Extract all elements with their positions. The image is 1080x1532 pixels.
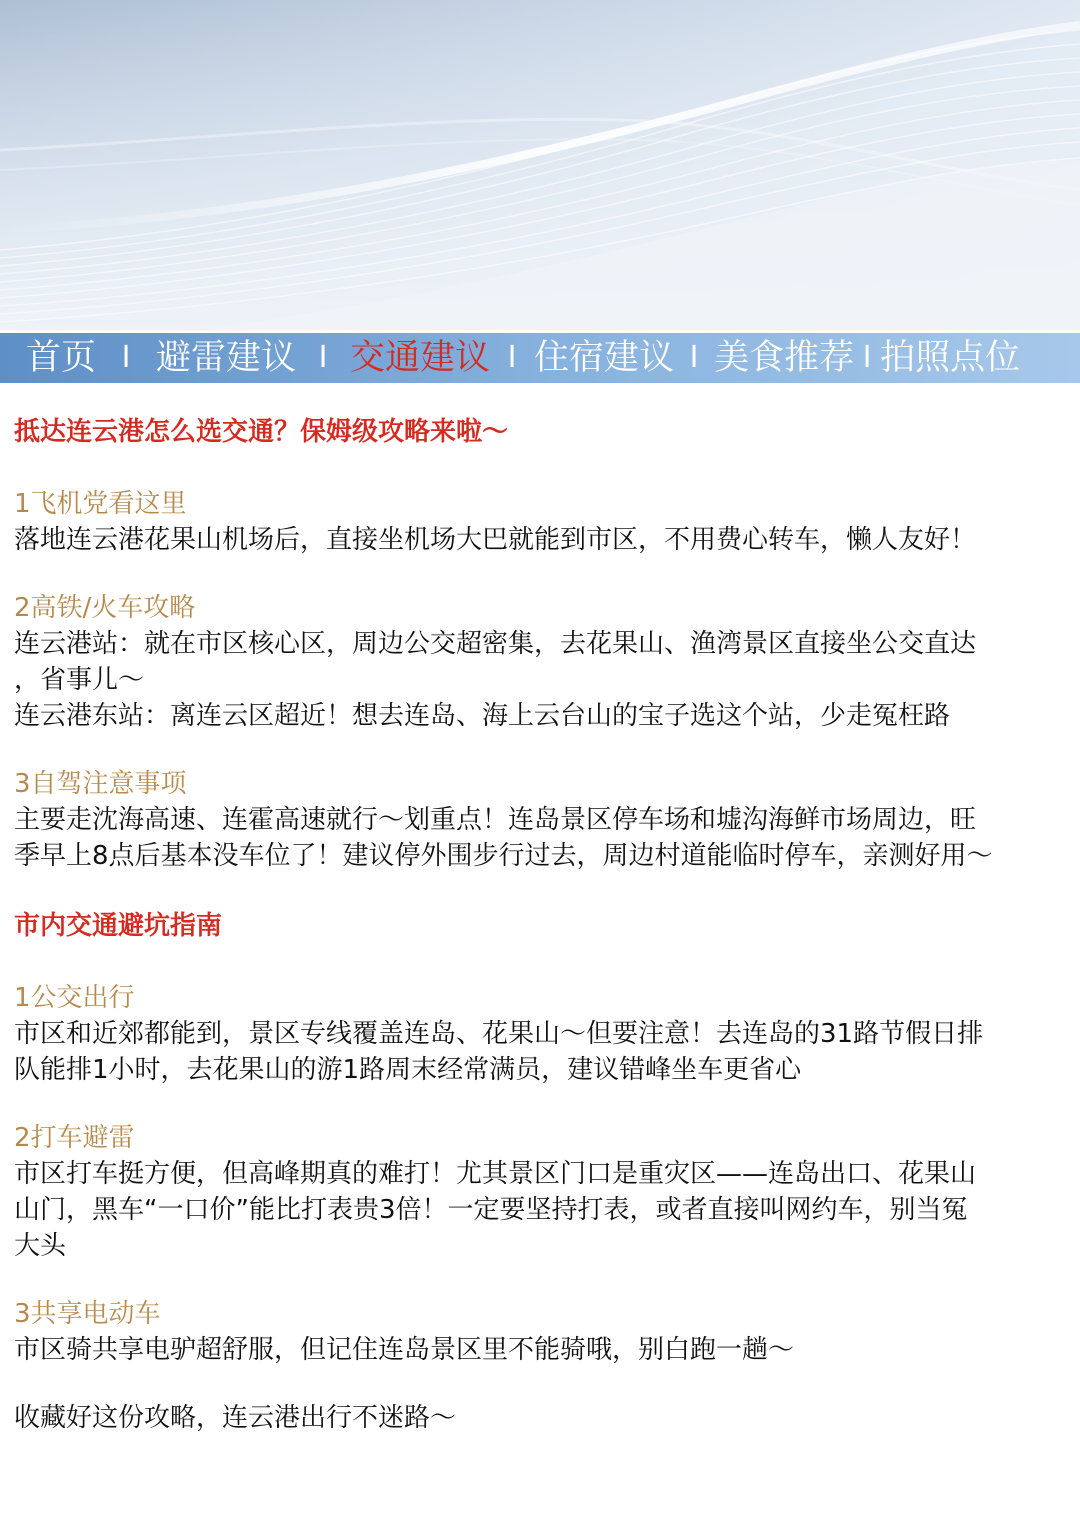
nav-lodging-tips[interactable]: 住宿建议: [534, 338, 675, 378]
nav-home[interactable]: 首页: [26, 338, 97, 378]
section-heading-bus: 1公交出行: [14, 983, 135, 1013]
paragraph-driving-line: 季早上8点后基本没车位了！建议停外围步行过去，周边村道能临时停车，亲测好用～: [14, 841, 993, 871]
paragraph-driving-line: 主要走沈海高速、连霍高速就行～划重点！连岛景区停车场和墟沟海鲜市场周边，旺: [14, 805, 977, 835]
section-heading-ebike: 3共享电动车: [14, 1299, 161, 1329]
paragraph-bus-line: 市区和近郊都能到，景区专线覆盖连岛、花果山～但要注意！去连岛的31路节假日排: [14, 1019, 984, 1049]
paragraph-train-line: 连云港站：就在市区核心区，周边公交超密集，去花果山、渔湾景区直接坐公交直达: [14, 629, 977, 659]
article-body: [14, 412, 1070, 1436]
top-navigation-bar: [0, 333, 1080, 383]
section-heading-flight: 1飞机党看这里: [14, 489, 187, 519]
article-title: 抵达连云港怎么选交通？保姆级攻略来啦～: [14, 417, 509, 447]
paragraph-bus-line: 队能排1小时，去花果山的游1路周末经常满员，建议错峰坐车更省心: [14, 1055, 802, 1085]
header-banner-image: [0, 0, 1080, 330]
paragraph-ebike: 市区骑共享电驴超舒服，但记住连岛景区里不能骑哦，别白跑一趟～: [14, 1335, 795, 1365]
section-heading-taxi: 2打车避雷: [14, 1123, 135, 1153]
section-heading-driving: 3自驾注意事项: [14, 769, 187, 799]
paragraph-flight: 落地连云港花果山机场后，直接坐机场大巴就能到市区，不用费心转车，懒人友好！: [14, 525, 977, 555]
abstract-wave-graphic: [0, 0, 1080, 330]
paragraph-train-line: 连云港东站：离连云区超近！想去连岛、海上云台山的宝子选这个站，少走冤枉路: [14, 701, 951, 731]
nav-transport-tips[interactable]: 交通建议: [350, 338, 491, 378]
nav-separator: I: [689, 340, 699, 375]
section-heading-train: 2高铁/火车攻略: [14, 593, 196, 623]
closing-line: 收藏好这份攻略，连云港出行不迷路～: [14, 1403, 457, 1433]
nav-separator: I: [862, 340, 872, 375]
nav-separator: I: [121, 340, 131, 375]
paragraph-train-line: ，省事儿～: [14, 665, 145, 695]
paragraph-taxi-line: 大头: [14, 1231, 67, 1261]
nav-pitfall-tips[interactable]: 避雷建议: [156, 338, 297, 378]
nav-separator: I: [507, 340, 517, 375]
city-transport-title: 市内交通避坑指南: [14, 911, 223, 941]
nav-photo-spots[interactable]: 拍照点位: [880, 338, 1021, 378]
paragraph-taxi-line: 山门，黑车“一口价”能比打表贵3倍！一定要坚持打表，或者直接叫网约车，别当冤: [14, 1195, 968, 1225]
nav-separator: I: [318, 340, 328, 375]
paragraph-taxi-line: 市区打车挺方便，但高峰期真的难打！尤其景区门口是重灾区——连岛出口、花果山: [14, 1159, 977, 1189]
nav-food-picks[interactable]: 美食推荐: [714, 338, 855, 378]
